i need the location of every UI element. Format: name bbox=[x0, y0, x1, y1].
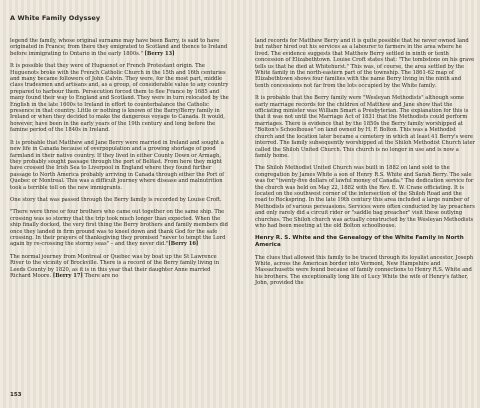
paragraph: It is probable that the Berry family were "Wesleyan Methodists" although some early marriage records for the children of Matthew and Jane show that the officiating minister was William Smart a Presbyterian. The explanation for this is that it was not until the Marriage Act of 1831 that the Methodists could perform marriages. There is evidence that by the 1850s the Berry family worshipped at "Bolton's Schoolhouse" on land owned by H. F. Bolton. This was a Methodist church and the location later became a cemetery in which at least 41 Berry's were interred. The family subsequently worshipped at the Shiloh Methodist Church later called the Shiloh United Church. This church is no longer in use and is now a family home. bbox=[255, 95, 476, 159]
paragraph: land records for Matthew Berry and it is quite possible that he never owned land but rather hired out his services as a labourer to farmers in the area where he lived. The evidence suggests that Matthew Berry settled in ninth or tenth concession of Elizabethtown. Louise Croft states that: "The tombstone on his grave tells us that he died at Whitehurst." This was, of course, the area settled by the White family in the north-eastern part of the township. The 1861-62 map of Elizabethtown shows four families with the name Berry living in the ninth and tenth concessions not far from the lots occupied by the White family. bbox=[255, 38, 475, 89]
running-header: A White Family Odyssey bbox=[10, 14, 101, 22]
paragraph-text: There are no bbox=[84, 273, 119, 279]
paragraph-text: "There were three or four brothers who came out together on the same ship. The crossing was so stormy that the trip took much longer than expected. When the ship finally docked, the very first thing the Berry brothers and family members did once they landed in firm ground was to kneel down and thank God for the safe crossing. In their prayers of thanksgiving they promised "never to tempt the Lord again by re-crossing the stormy seas" – and they never did." bbox=[10, 209, 228, 248]
citation: [Berry 16] bbox=[168, 241, 199, 248]
section-heading: Henry R. S. White and the Genealogy of the White Family in North America bbox=[255, 235, 464, 248]
paragraph: The clues that allowed this family to be traced through its loyalist ancestor, Joseph White, across the American border into Vermont, New Hampshire and Massachusetts were found because of family connections to Henry R.S. White and his brothers. The exceptionally long life of Lucy White the wife of Henry's father, John, provided the bbox=[255, 254, 474, 287]
paragraph-text: legend the family, whose original surname may have been Barry, is said to have originated in France; from there they emigrated to Scotland and thence to Ireland before immigrating to Ontario in the early 1800s." bbox=[10, 38, 228, 57]
page-number: 153 bbox=[10, 392, 22, 398]
paragraph bbox=[10, 38, 230, 57]
paragraph: It is possible that they were of Huguenot or French Protestant origin. The Huguenots broke with the French Catholic Church in the 15th and 16th centuries and many became followers of John Calvin. They were, for the most part, middle class tradesmen and artisans and, as a group, of considerable value to any country prepared to harbour them. Persecution forced them to flee France by 1685 and many found their way to England and Scotland. They were in turn relocated by the English in the late 1600s to Ireland in effort to counterbalance the Catholic presence in that country. Little or nothing is known of the Barry/Berry family in Ireland or when they decided to make the dangerous voyage to Canada. It would, however, have been in the early years of the 19th century and long before the famine period of the 1840s in Ireland. bbox=[10, 63, 229, 134]
paragraph: One story that was passed through the Berry family is recorded by Louise Croft. bbox=[10, 196, 222, 203]
quote-paragraph bbox=[10, 209, 230, 247]
left-column bbox=[10, 38, 230, 285]
paragraph: The Shiloh Methodist United Church was built in 1882 on land sold to the congregation by James White a son of Henry R.S. White and Sarah Berry. The sale was for "twenty-five dollars of lawful money of Canada." The dedication service for the church was held on May 22, 1882 with the Rev. E. W. Crane officiating. It is located on the southwest corner of the intersection of the Shiloh Road and the road to Rockspring. In the late 19th century this area included a large number of Methodists of various persuasions. Services were often conducted by lay preachers and only rarely did a circuit rider or "saddle bag preacher" visit these outlying churches. The Shiloh church was actually constructed by the Wesleyan Methodists who had been meeting at the old Bolton schoolhouse. bbox=[255, 165, 475, 229]
paragraph bbox=[10, 254, 230, 280]
citation: [Berry 17] bbox=[52, 273, 83, 279]
citation: [Berry 13] bbox=[144, 50, 175, 57]
paragraph: It is probable that Matthew and Jane Berry were married in Ireland and sought a new life in Canada because of overpopulation and a growing shortage of good farmland in their native country. If they lived in either County Down or Armagh, they probably sought passage through the port of Belfast. From here they might have crossed the Irish Sea to Liverpool in England where they found further passage to North America probably arriving in Canada through either the Port of Quebec or Montreal. This was a difficult journey where disease and malnutrition took a terrible toll on the new immigrants. bbox=[10, 139, 225, 191]
paragraph-text: The normal journey from Montreal or Quebec was by boat up the St Lawrence River to the vicinity of Brockville. There is a record of the Berry family living in Leeds County by 1820, as it is in this year that their daughter Anne married Richard Moore. bbox=[10, 253, 220, 279]
right-column bbox=[255, 38, 475, 293]
